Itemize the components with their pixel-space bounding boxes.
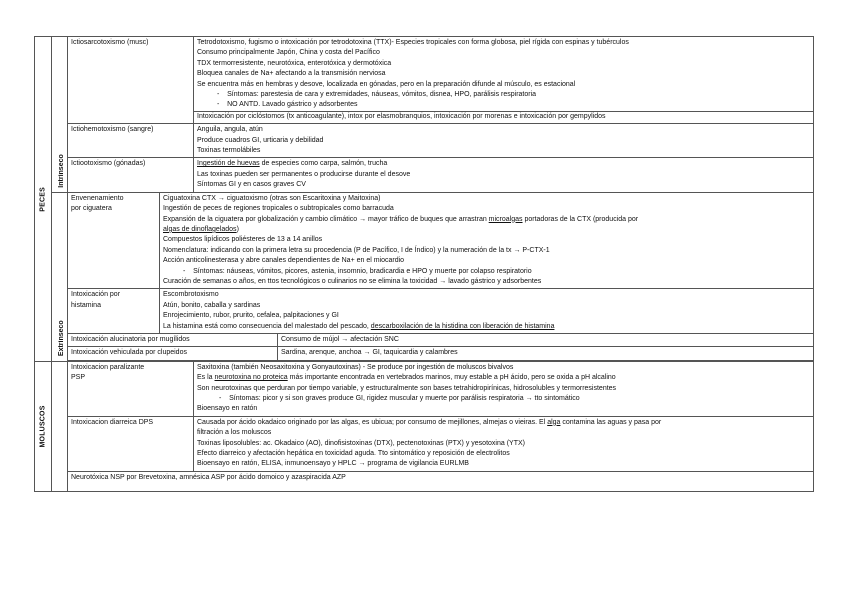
row-psp bbox=[35, 361, 814, 416]
hemo-line-2: Toxinas termolábiles bbox=[197, 147, 261, 155]
psp-title: Intoxicacion paralizante PSP bbox=[68, 361, 194, 416]
sarco-line-4: Se encuentra más en hembras y desove, localizada en gónadas, pero en la preparación difunde al músculo, es estacional bbox=[197, 80, 576, 88]
moluscos-label: MOLUSCOS bbox=[35, 361, 52, 491]
sarco-line-0: Tetrodotoxismo, fugismo o intoxicación por tetrodotoxina (TTX)- Especies tropicales con forma globosa, piel rígida con espinas y tubérculos bbox=[197, 39, 629, 46]
row-ictiosarcotoxismo bbox=[35, 37, 814, 124]
his-line-3: Enrojecimiento, rubor, prurito, cefalea, palpitaciones y GI bbox=[163, 312, 339, 320]
histamina-content bbox=[160, 289, 814, 334]
dps-content bbox=[194, 416, 814, 471]
hemo-line-1: Produce cuadros GI, urticaria y debilidad bbox=[197, 136, 324, 144]
his-line-2: Atún, bonito, caballa y sardinas bbox=[163, 301, 261, 309]
psp-line-1: Saxitoxina (también Neosaxitoxina y Gonyautoxinas) - Se produce por ingestión de moluscos bivalvos bbox=[197, 363, 514, 371]
row-nsp bbox=[35, 471, 814, 491]
ictiootoxismo-title: Ictiootoxismo (gónadas) bbox=[68, 158, 194, 192]
ictiohemotoxismo-title: Ictiohemotoxismo (sangre) bbox=[68, 124, 194, 158]
toxicology-table bbox=[34, 36, 814, 492]
dps-line-4: Efecto diarreico y afectación hepática en toxicidad aguda. Tto sintomático y reposición de electrolitos bbox=[197, 450, 510, 458]
his-line-1: Escombrotoxismo bbox=[163, 291, 219, 299]
ictiosarcotoxismo-title: Ictiosarcotoxismo (musc) bbox=[68, 37, 194, 124]
moluscos-blank bbox=[52, 361, 68, 491]
psp-line-3: Son neurotoxinas que perduran por tiempo variable, y estructuralmente son bases tetrahidropirínicas, hidrosolubles y termorresistentes bbox=[197, 384, 617, 392]
psp-line-5: Bioensayo en ratón bbox=[197, 405, 258, 413]
his-line-4: La histamina está como consecuencia del malestado del pescado, descarboxilación de la histidina con liberación de histamina bbox=[163, 322, 555, 330]
cig-line-5: Compuestos lipídicos poliésteres de 13 a 14 anillos bbox=[163, 236, 323, 244]
row-alucinatoria bbox=[35, 333, 814, 346]
clupeidos-title: Intoxicación vehiculada por clupeidos bbox=[68, 347, 278, 360]
ictiootoxismo-content bbox=[194, 158, 814, 192]
sarco-line-1: Consumo principalmente Japón, China y costa del Pacífico bbox=[197, 49, 380, 57]
dps-title: Intoxicacion diarreica DPS bbox=[68, 416, 194, 471]
extrinseco-label: Extrínseco bbox=[52, 192, 68, 361]
oto-line-1: Las toxinas pueden ser permanentes o producirse durante el desove bbox=[197, 170, 411, 178]
ciguatera-content bbox=[160, 192, 814, 289]
hemo-line-0: Anguila, angula, atún bbox=[197, 126, 263, 134]
nsp-content: Neurotóxica NSP por Brevetoxina, amnésica ASP por ácido domoico y azaspiracida AZP bbox=[68, 471, 814, 491]
row-histamina bbox=[35, 289, 814, 334]
row-clupeidos bbox=[35, 347, 814, 360]
sarco-last-line: Intoxicación por ciclóstomos (tx anticoagulante), intox por elasmobranquios, intoxicación por morenas e intoxicación por gempylidos bbox=[197, 112, 606, 120]
row-ictiootoxismo bbox=[35, 158, 814, 192]
cig-line-6: Nomenclatura: indicando con la primera letra su procedencia (P de Pacífico, I de Índico) y la numeración de la tx → P-CTX-1 bbox=[163, 246, 550, 254]
ciguatera-title: Envenenamiento por ciguatera bbox=[68, 192, 160, 289]
ictiosarcotoxismo-content bbox=[194, 37, 814, 124]
row-dps bbox=[35, 416, 814, 471]
ictiohemotoxismo-content bbox=[194, 124, 814, 158]
alucinatoria-title: Intoxicación alucinatoria por mugílidos bbox=[68, 333, 278, 346]
cig-line-3: Expansión de la ciguatera por globalización y cambio climático → mayor tráfico de buques que arrastran microalgas portadoras de la CTX (producida por bbox=[163, 215, 639, 223]
cig-line-4: algas de dinoflagelados) bbox=[163, 225, 239, 233]
row-ciguatera bbox=[35, 192, 814, 289]
cig-bullet: - Síntomas: náuseas, vómitos, picores, astenia, insomnio, bradicardia e HPO y muerte por colapso respiratorio bbox=[183, 267, 532, 275]
sarco-line-2: TDX termorresistente, neurotóxica, enterotóxica y dermotóxica bbox=[197, 59, 392, 67]
dps-line-1: Causada por ácido okadaico originado por las algas, es ubicua; por consumo de mejillones, almejas o vieiras. El alga contamina las aguas y pasa por bbox=[197, 418, 662, 426]
row-ictiohemotoxismo bbox=[35, 124, 814, 158]
psp-bullet: - Síntomas: picor y si son graves produce GI, rigidez muscular y muerte por parálisis respiratoria → tto sintomático bbox=[219, 395, 580, 402]
sarco-line-3: Bloquea canales de Na+ afectando a la transmisión nerviosa bbox=[197, 70, 386, 78]
sarco-bullet-0: - Síntomas: parestesia de cara y extremidades, náuseas, vómitos, disnea, HPO, parálisis respiratoria bbox=[217, 91, 537, 99]
peces-label: PECES bbox=[35, 37, 52, 362]
dps-line-5: Bioensayo en ratón, ELISA, inmunoensayo y HPLC → programa de vigilancia EURLMB bbox=[197, 460, 469, 468]
cig-line-1: Ciguatoxina CTX → ciguatoxismo (otras son Escaritoxina y Maitoxina) bbox=[163, 194, 381, 202]
cig-line-7: Acción anticolinesterasa y abre canales dependientes de Na+ en el miocardio bbox=[163, 257, 405, 265]
intrinseco-label: Intrínseco bbox=[52, 37, 68, 193]
oto-line-2: Síntomas GI y en casos graves CV bbox=[197, 181, 306, 189]
psp-content bbox=[194, 361, 814, 416]
cig-line-2: Ingestión de peces de regiones tropicales o subtropicales como barracuda bbox=[163, 205, 394, 213]
oto-line-0: Ingestión de huevas de especies como carpa, salmón, trucha bbox=[197, 160, 388, 168]
psp-line-2: Es la neurotoxina no proteica más importante encontrada en vertebrados marinos, muy estable a pH ácido, pero se oxida a pH alcalino bbox=[197, 374, 616, 382]
cig-line-9: Curación de semanas o años, en ttos tecnológicos o culinarios no se elimina la toxicidad → lavado gástrico y adsorbentes bbox=[163, 277, 542, 285]
histamina-title: Intoxicación por histamina bbox=[68, 289, 160, 334]
dps-line-2: filtración a los moluscos bbox=[197, 429, 272, 437]
sarco-bullet-1: - NO ANTD. Lavado gástrico y adsorbentes bbox=[217, 101, 358, 109]
dps-line-3: Toxinas liposolubles: ac. Okadaico (AO), dinofisistoxinas (DTX), pectenotoxinas (PTX) y yesotoxina (YTX) bbox=[197, 439, 525, 447]
clupeidos-content: Sardina, arenque, anchoa → GI, taquicardia y calambres bbox=[278, 347, 814, 360]
alucinatoria-content: Consumo de mújol → afectación SNC bbox=[278, 333, 814, 346]
